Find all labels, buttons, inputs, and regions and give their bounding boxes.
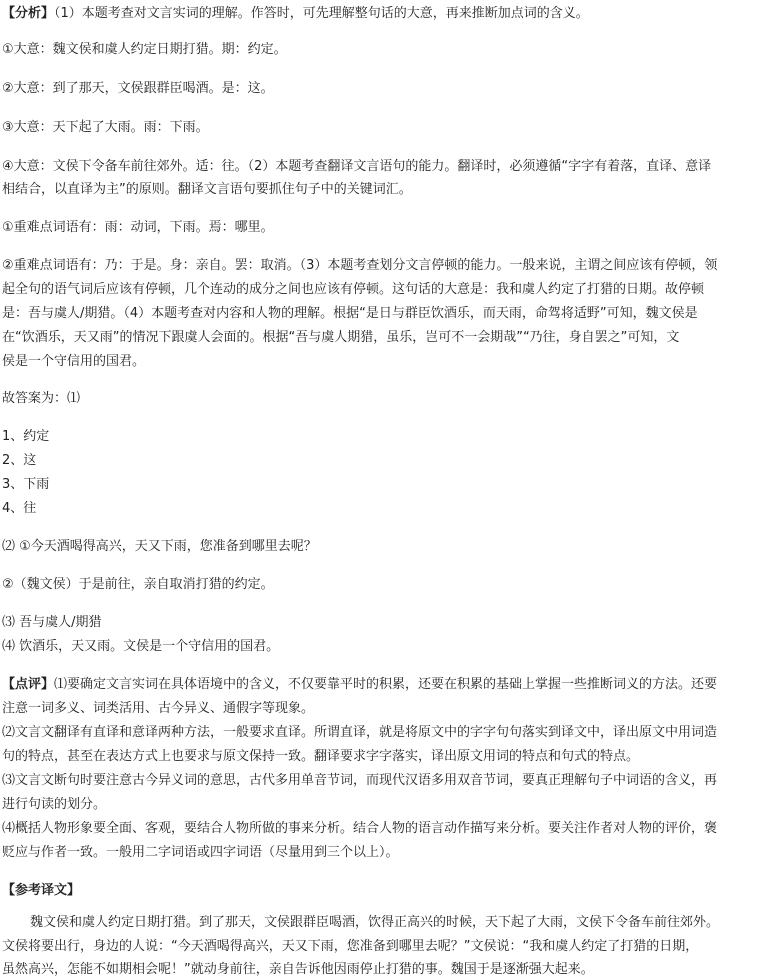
analysis-intro: （1）本题考查对文言实词的理解。作答时，可先理解整句话的大意，再来推断加点词的含义。 [54, 6, 589, 21]
answer-2: 2、这 [2, 453, 37, 468]
analysis-item-4-line-1: ④大意：文侯下令备车前往郊外。适：往。（2）本题考查翻译文言语句的能力。翻译时，必须遵循“字字有着落，直译、意译 [2, 159, 712, 174]
translation-line-1: 魏文侯和虞人约定日期打猎。到了那天，文侯跟群臣喝酒，饮得正高兴的时候，天下起了大雨，文侯下令备车前往郊外。 [30, 915, 720, 930]
answer-3: 3、下雨 [2, 477, 50, 492]
key-words-2-line-3: 是：吾与虞人/期猎。（4）本题考查对内容和人物的理解。根据“是日与群臣饮酒乐，而天雨，命驾将适野”可知，魏文侯是 [2, 306, 698, 321]
comment-p4-line-2: 贬应与作者一致。一般用二字词语或四字词语（尽量用到三个以上）。 [2, 845, 399, 860]
analysis-item-1: ①大意：魏文侯和虞人约定日期打猎。期：约定。 [2, 42, 287, 57]
comment-p3-line-1: ⑶文言文断句时要注意古今异义词的意思，古代多用单音节词，而现代汉语多用双音节词，要真正理解句子中词语的含义，再 [2, 773, 718, 788]
answer-q3: ⑶ 吾与虞人/期猎 [2, 615, 102, 630]
answer-4: 4、往 [2, 501, 37, 516]
answer-q4: ⑷ 饮酒乐，天又雨。文侯是一个守信用的国君。 [2, 639, 280, 654]
comment-heading: 【点评】 [2, 677, 55, 692]
answer-1: 1、约定 [2, 429, 50, 444]
answer-q2-part-2: ②（魏文侯）于是前往，亲自取消打猎的约定。 [2, 577, 274, 592]
comment-p2-line-2: 句的特点，甚至在表达方式上也要求与原文保持一致。翻译要求字字落实，译出原文用词的特点和句式的特点。 [2, 749, 640, 764]
translation-line-3: 虽然高兴，怎能不如期相会呢！”就动身前往，亲自告诉他因雨停止打猎的事。魏国于是逐渐强大起来。 [2, 962, 594, 977]
analysis-heading: 【分析】 [2, 6, 55, 21]
comment-p1-line-1 [2, 677, 776, 693]
translation-heading: 【参考译文】 [2, 883, 81, 898]
comment-p2-line-1: ⑵文言文翻译有直译和意译两种方法，一般要求直译。所谓直译，就是将原文中的字字句句落实到译文中，译出原文中用词造 [2, 725, 718, 740]
key-words-2-line-2: 起全句的语气词后应该有停顿，几个连动的成分之间也应该有停顿。这句话的大意是：我和虞人约定了打猎的日期。故停顿 [2, 282, 705, 297]
key-words-1: ①重难点词语有：雨：动词，下雨。焉：哪里。 [2, 220, 274, 235]
analysis-item-3: ③大意：天下起了大雨。雨：下雨。 [2, 120, 209, 135]
answer-heading: 故答案为：⑴ [2, 391, 81, 406]
comment-p4-line-1: ⑷概括人物形象要全面、客观，要结合人物所做的事来分析。结合人物的语言动作描写来分析。要关注作者对人物的评价，褒 [2, 821, 718, 836]
analysis-item-2: ②大意：到了那天，文侯跟群臣喝酒。是：这。 [2, 81, 274, 96]
key-words-2-line-1: ②重难点词语有：乃：于是。身：亲自。罢：取消。（3）本题考查划分文言停顿的能力。一般来说，主谓之间应该有停顿，领 [2, 258, 718, 273]
answer-q2-part-1: ⑵ ①今天酒喝得高兴，天又下雨，您准备到哪里去呢？ [2, 539, 317, 554]
key-words-2-line-5: 侯是一个守信用的国君。 [2, 354, 146, 369]
comment-p1-line-2: 注意一词多义、词类活用、古今异义、通假字等现象。 [2, 701, 315, 716]
analysis-item-4-line-2: 相结合，以直译为主”的原则。翻译文言语句要抓住句子中的关键词汇。 [2, 182, 412, 197]
key-words-2-line-4: 在“饮酒乐，天又雨”的情况下跟虞人会面的。根据“吾与虞人期猎，虽乐，岂可不一会期哉”“乃往，身自罢之”可知，文 [2, 330, 680, 345]
translation-line-2: 文侯将要出行，身边的人说：“今天酒喝得高兴，天又下雨，您准备到哪里去呢？”文侯说：“我和虞人约定了打猎的日期， [2, 939, 699, 954]
comment-p1-text: ⑴要确定文言实词在具体语境中的含义，不仅要靠平时的积累，还要在积累的基础上掌握一些推断词义的方法。还要 [54, 677, 718, 692]
comment-p3-line-2: 进行句读的划分。 [2, 797, 107, 812]
analysis-intro-line [2, 6, 776, 22]
